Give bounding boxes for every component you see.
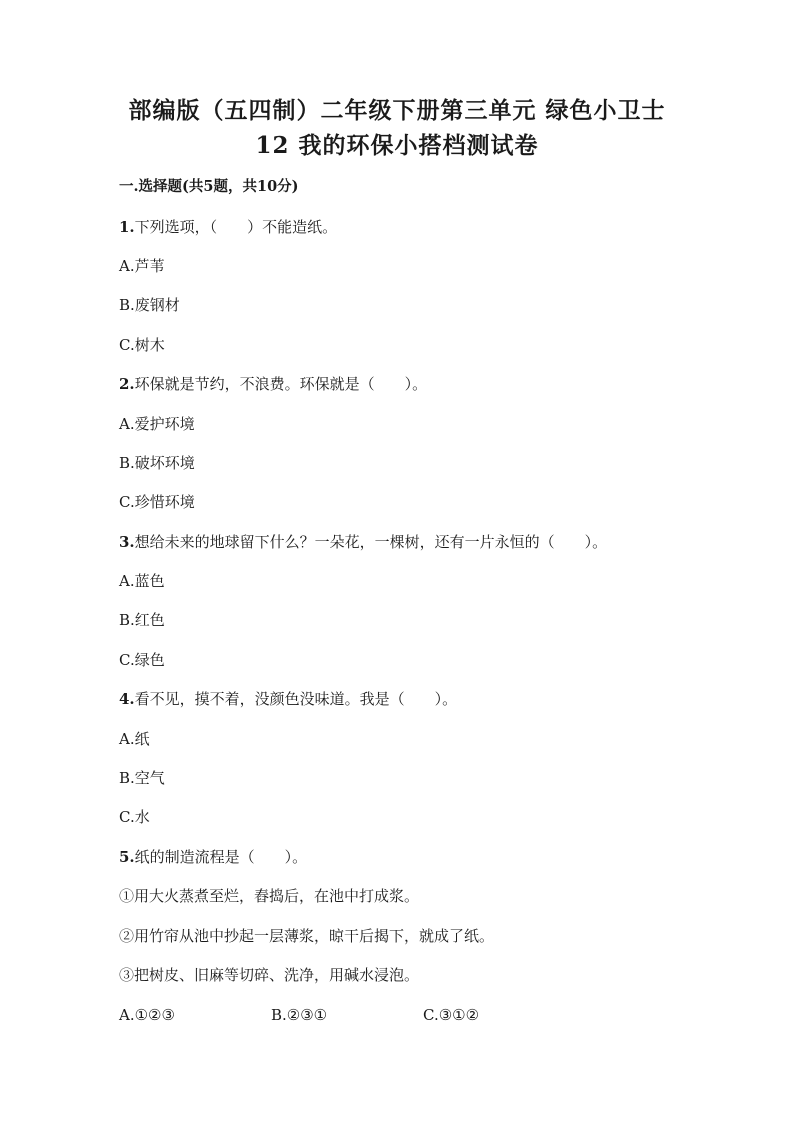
question-stem: 纸的制造流程是（ ）。: [134, 848, 308, 866]
document-title-line-2: 12 我的环保小搭档测试卷: [255, 132, 539, 159]
q5-step-3: ③把树皮、旧麻等切碎、洗净，用碱水浸泡。: [119, 966, 420, 984]
q3-option-a: A.蓝色: [119, 572, 165, 590]
question-3: [119, 531, 607, 553]
question-stem: 想给未来的地球留下什么？一朵花，一棵树，还有一片永恒的（ ）。: [134, 533, 608, 551]
q2-option-b: B.破坏环境: [119, 454, 195, 472]
q2-option-c: C.珍惜环境: [119, 493, 195, 511]
q2-option-a: A.爱护环境: [119, 415, 195, 433]
question-number: 1.: [119, 218, 135, 236]
section-header: 一.选择题(共5题，共10分): [119, 178, 299, 195]
q4-option-a: A.纸: [119, 730, 150, 748]
question-4: [119, 688, 457, 710]
q3-option-c: C.绿色: [119, 651, 165, 669]
q1-option-b: B.废钢材: [119, 296, 180, 314]
question-5: [119, 846, 307, 868]
question-number: 4.: [119, 690, 135, 708]
question-stem: 环保就是节约，不浪费。环保就是（ ）。: [134, 375, 428, 393]
q5-step-2: ②用竹帘从池中抄起一层薄浆，晾干后揭下，就成了纸。: [119, 927, 495, 945]
document-title-line-1: 部编版（五四制）二年级下册第三单元 绿色小卫士: [128, 97, 666, 124]
question-number: 5.: [119, 848, 135, 866]
question-1: [119, 216, 337, 238]
question-number: 2.: [119, 375, 135, 393]
q4-option-c: C.水: [119, 808, 150, 826]
q5-option-a: A.①②③: [119, 1006, 175, 1024]
q5-option-c: C.③①②: [423, 1006, 480, 1024]
q4-option-b: B.空气: [119, 769, 165, 787]
q5-option-b: B.②③①: [271, 1006, 328, 1024]
q1-option-c: C.树木: [119, 336, 165, 354]
q5-step-1: ①用大火蒸煮至烂，舂捣后，在池中打成浆。: [119, 887, 420, 905]
q1-option-a: A.芦苇: [119, 257, 165, 275]
question-stem: 看不见，摸不着，没颜色没味道。我是（ ）。: [134, 690, 458, 708]
question-number: 3.: [119, 533, 135, 551]
question-2: [119, 373, 427, 395]
q3-option-b: B.红色: [119, 611, 165, 629]
question-stem: 下列选项，（ ）不能造纸。: [134, 218, 338, 236]
